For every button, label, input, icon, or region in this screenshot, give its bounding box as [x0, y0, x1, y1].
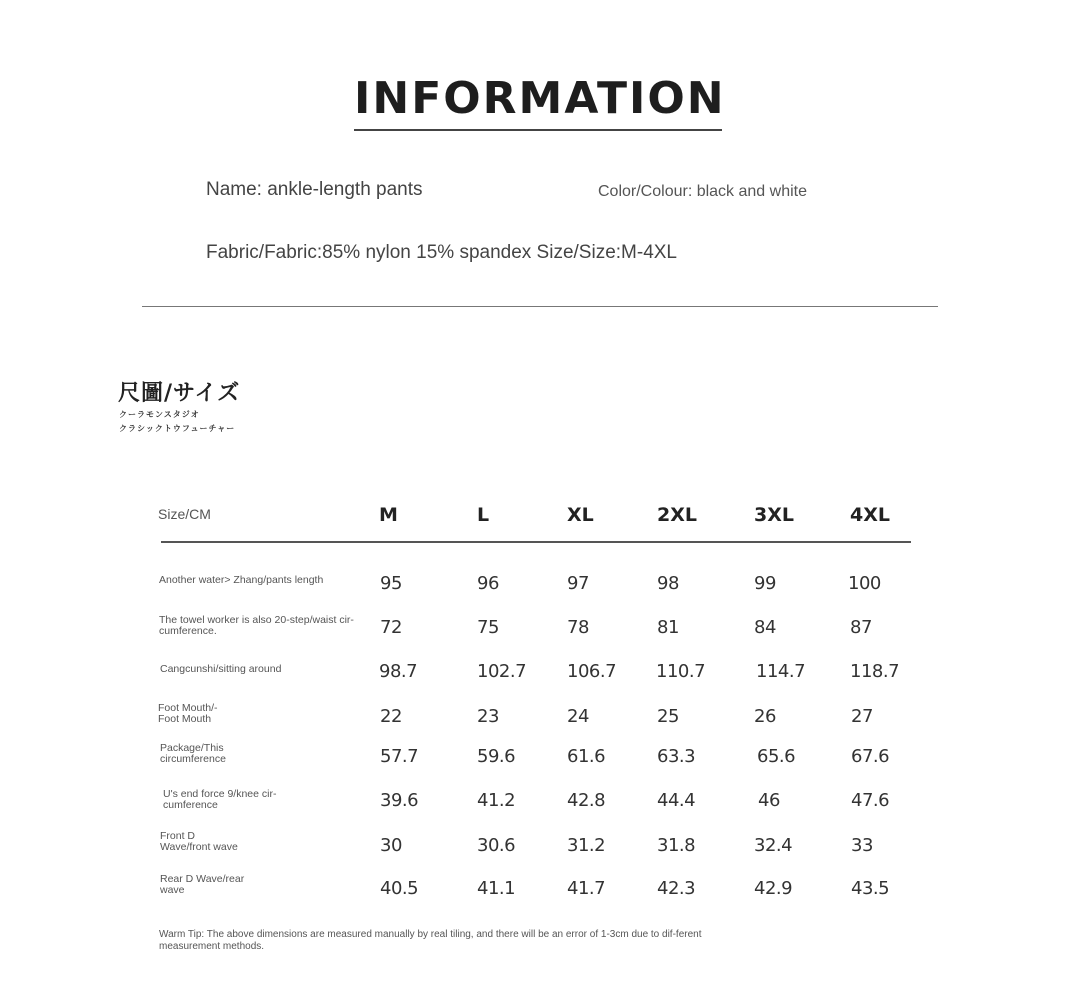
- table-cell: 24: [567, 706, 589, 727]
- row-label-line: cumference.: [159, 625, 217, 637]
- product-name: Name: ankle-length pants: [206, 179, 423, 200]
- title-underline: [354, 129, 722, 131]
- table-cell: 81: [657, 617, 679, 638]
- table-cell: 47.6: [851, 790, 890, 811]
- table-cell: 75: [477, 617, 499, 638]
- table-cell: 57.7: [380, 746, 419, 767]
- row-label-line: Foot Mouth/-: [158, 702, 218, 714]
- table-cell: 100: [848, 573, 881, 594]
- product-fabric-size: Fabric/Fabric:85% nylon 15% spandex Size/Size:M-4XL: [206, 242, 678, 263]
- table-cell: 98: [657, 573, 679, 594]
- table-cell: 41.7: [567, 878, 606, 899]
- table-cell: 40.5: [380, 878, 419, 899]
- size-section-title: 尺圖/サイズ: [118, 381, 241, 406]
- column-header-4xl: 4XL: [850, 504, 890, 526]
- size-section-subtitle-1: クーラモンスタジオ: [119, 410, 200, 419]
- row-label-hip-circumference: [160, 743, 360, 765]
- row-label-foot-mouth: [158, 703, 358, 725]
- table-cell: 41.1: [477, 878, 516, 899]
- table-cell: 84: [754, 617, 776, 638]
- row-label-line: wave: [160, 884, 185, 896]
- table-cell: 87: [850, 617, 872, 638]
- table-cell: 31.2: [567, 835, 606, 856]
- table-cell: 46: [758, 790, 780, 811]
- table-cell: 39.6: [380, 790, 419, 811]
- row-label-line: Cangcunshi/sitting around: [160, 663, 282, 675]
- row-label-line: Another water> Zhang/pants length: [159, 574, 324, 586]
- column-header-xl: XL: [567, 504, 594, 526]
- page-title: INFORMATION: [354, 73, 726, 124]
- section-divider: [142, 306, 938, 307]
- row-label-line: Wave/front wave: [160, 841, 238, 853]
- table-cell: 96: [477, 573, 499, 594]
- table-cell: 95: [380, 573, 402, 594]
- table-cell: 78: [567, 617, 589, 638]
- table-cell: 26: [754, 706, 776, 727]
- table-cell: 72: [380, 617, 402, 638]
- table-cell: 22: [380, 706, 402, 727]
- row-label-rear-wave: [160, 874, 360, 896]
- table-cell: 25: [657, 706, 679, 727]
- table-cell: 33: [851, 835, 873, 856]
- column-header-l: L: [477, 504, 490, 526]
- table-cell: 42.8: [567, 790, 606, 811]
- row-label-front-wave: [160, 831, 360, 853]
- row-label-line: The towel worker is also 20-step/waist cir-: [159, 614, 354, 626]
- table-cell: 43.5: [851, 878, 890, 899]
- column-header-2xl: 2XL: [657, 504, 697, 526]
- table-cell: 32.4: [754, 835, 793, 856]
- column-header-m: M: [379, 504, 398, 526]
- table-cell: 44.4: [657, 790, 696, 811]
- table-cell: 41.2: [477, 790, 516, 811]
- product-color: Color/Colour: black and white: [598, 183, 807, 200]
- table-cell: 27: [851, 706, 873, 727]
- row-label-line: Front D: [160, 830, 196, 842]
- table-cell: 30.6: [477, 835, 516, 856]
- row-label-line: U's end force 9/knee cir-: [163, 788, 277, 800]
- table-cell: 110.7: [656, 661, 706, 682]
- table-cell: 106.7: [567, 661, 617, 682]
- row-label-knee-circumference: [163, 789, 363, 811]
- table-header-rule: [161, 541, 911, 543]
- table-cell: 97: [567, 573, 589, 594]
- table-cell: 63.3: [657, 746, 696, 767]
- row-label-line: Rear D Wave/rear: [160, 873, 245, 885]
- table-cell: 114.7: [756, 661, 806, 682]
- table-cell: 31.8: [657, 835, 696, 856]
- table-cell: 61.6: [567, 746, 606, 767]
- table-cell: 42.3: [657, 878, 696, 899]
- table-header-label: Size/CM: [158, 506, 211, 522]
- table-cell: 30: [380, 835, 402, 856]
- row-label-line: cumference: [163, 799, 218, 811]
- table-cell: 67.6: [851, 746, 890, 767]
- column-header-3xl: 3XL: [754, 504, 794, 526]
- table-cell: 99: [754, 573, 776, 594]
- table-cell: 23: [477, 706, 499, 727]
- row-label-line: Foot Mouth: [158, 713, 212, 725]
- row-label-line: Package/This: [160, 742, 224, 754]
- table-cell: 118.7: [850, 661, 900, 682]
- table-cell: 65.6: [757, 746, 796, 767]
- warm-tip: Warm Tip: The above dimensions are measured manually by real tiling, and there will be an error of 1-3cm due to dif-ferent measurement methods.: [159, 929, 702, 952]
- table-cell: 98.7: [379, 661, 418, 682]
- table-cell: 42.9: [754, 878, 793, 899]
- table-cell: 102.7: [477, 661, 527, 682]
- row-label-line: circumference: [160, 753, 226, 765]
- table-cell: 59.6: [477, 746, 516, 767]
- size-section-subtitle-2: クラシックトウフューチャー: [119, 424, 236, 433]
